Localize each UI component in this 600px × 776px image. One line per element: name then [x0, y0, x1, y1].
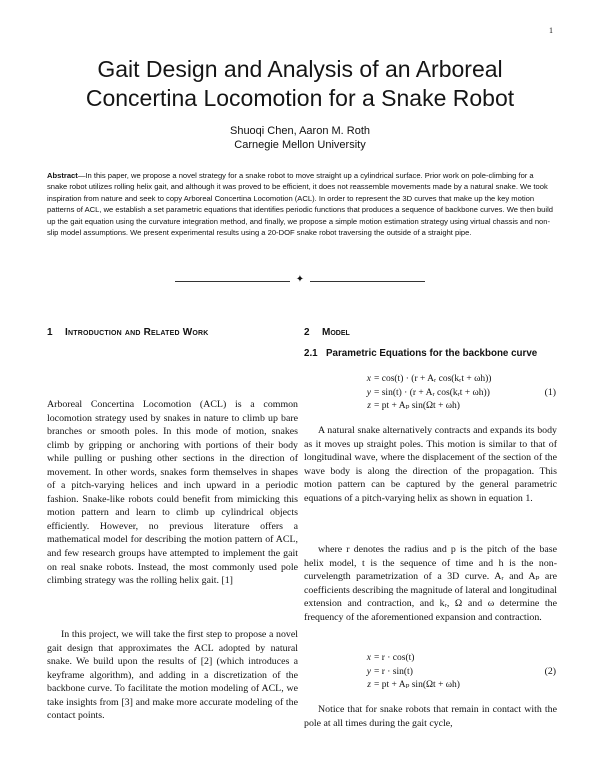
subsection-2-1-heading — [304, 347, 556, 360]
equation-2 — [304, 652, 556, 694]
equation-1-number: (1) — [544, 387, 556, 398]
model-paragraph-3: Notice that for snake robots that remain in contact with the pole at all times during the gait cycle, — [304, 704, 557, 729]
subsection-2-1-title: Parametric Equations for the backbone curve — [326, 348, 538, 359]
divider-line-left — [175, 281, 290, 282]
abstract — [47, 170, 555, 238]
paper-title — [40, 55, 560, 113]
equation-2-line-x: x = r · cos(t) — [366, 653, 415, 663]
divider-line-right — [310, 281, 425, 282]
abstract-label: Abstract — [47, 171, 78, 180]
section-2-heading — [304, 326, 554, 339]
model-paragraph-2: where r denotes the radius and p is the pitch of the base helix model, t is the sequence of time and h is the non-curvelength parametrization of a 3D curve. Aᵣ and Aₚ are coefficients describing the magnitude of lateral and longitudinal extension and contraction, and kᵣ, Ω and ω determine the frequency of the aforementioned expansion and contraction. — [304, 544, 557, 623]
affiliation: Carnegie Mellon University — [234, 139, 366, 151]
abstract-text: —In this paper, we propose a novel strategy for a snake robot to move straight up a cylindrical surface. Prior work on pole-climbing for a snake robot utilizes rolling helix gait, and although it was proved to be efficient, it does not reassemble movements made by a natural snake. We took inspiration from nature and seek to copy Arboreal Concertina Locomotion (ACL). In order to represent the 3D curves that make up the key motion patterns of ACL, we establish a set parametric equations that identifies periodic functions that produces a sequence of backbone curves. We then build up the gait equation using the curvature integration method, and finally, we propose a simple motion estimation strategy using virtual chassis and non-slip model assumptions. We present experimental results using a 20-DOF snake robot traversing the outside of a straight pipe. — [47, 171, 553, 238]
section-2-title: Model — [322, 327, 350, 338]
section-2-number: 2 — [304, 327, 310, 338]
divider-star-icon: ✦ — [295, 274, 305, 285]
title-line-1: Gait Design and Analysis of an Arboreal — [97, 56, 503, 82]
equation-2-line-z: z = pt + Aₚ sin(Ωt + ωh) — [367, 680, 460, 690]
equation-1-line-y: y = sin(t) · (r + Aᵣ cos(kᵣt + ωh)) — [366, 387, 490, 398]
intro-paragraph-1: Arboreal Concertina Locomotion (ACL) is a common locomotion strategy used by snakes in nature to climb up bare branches or smooth poles. In this mode of motion, snakes climb by gripping or anchoring with portions of their body while pulling or pushing other sections in the direction of movement. In other words, snakes form themselves in shapes of a pitch-varying helices and inch upward in a periodic fashion. Snake-like robots could benefit from mimicking this motion pattern and learn to climb up cylindrical objects efficiently. However, no previous literature offers a mathematical model for describing the motion pattern of ACL, and few research groups have attempted to implement the gait on real snake robots. Instead, the most commonly used pole climbing strategy was the rolling helix gait. [1] — [47, 399, 298, 587]
equation-1-line-z: z = pt + Aₚ sin(Ωt + ωh) — [367, 401, 460, 411]
authors: Shuoqi Chen, Aaron M. Roth — [229, 125, 371, 137]
page-number: 1 — [549, 26, 553, 35]
section-1-title: Introduction and Related Work — [65, 327, 209, 338]
equation-2-number: (2) — [544, 666, 556, 677]
model-paragraph-1: A natural snake alternatively contracts and expands its body as it moves up straight poles. This motion is similar to that of longitudinal wave, where the displacement of the section of the wave body is along the direction of the propagation. This motion pattern can be captured by the general parametric equations of a pitch-varying helix as shown in equation 1. — [304, 425, 557, 504]
equation-1-line-x: x = cos(t) · (r + Aᵣ cos(kᵣt + ωh)) — [366, 374, 492, 384]
equation-2-line-y: y = r · sin(t) — [366, 666, 413, 677]
subsection-2-1-number: 2.1 — [304, 348, 318, 359]
equation-1 — [304, 373, 556, 415]
title-line-2: Concertina Locomotion for a Snake Robot — [85, 85, 515, 111]
intro-paragraph-2: In this project, we will take the first step to propose a novel gait design that approximates the ACL adopted by natural snake. We build upon the results of [2] (which introduces a keyframe algorithm), and adding in a discretization of the backbone curve. To facilitate the motion modeling of ACL, we take insights from [3] and make more accurate modeling of the contact points. — [47, 629, 298, 722]
section-divider — [175, 276, 425, 286]
section-1-heading — [47, 326, 297, 339]
section-1-number: 1 — [47, 327, 53, 338]
